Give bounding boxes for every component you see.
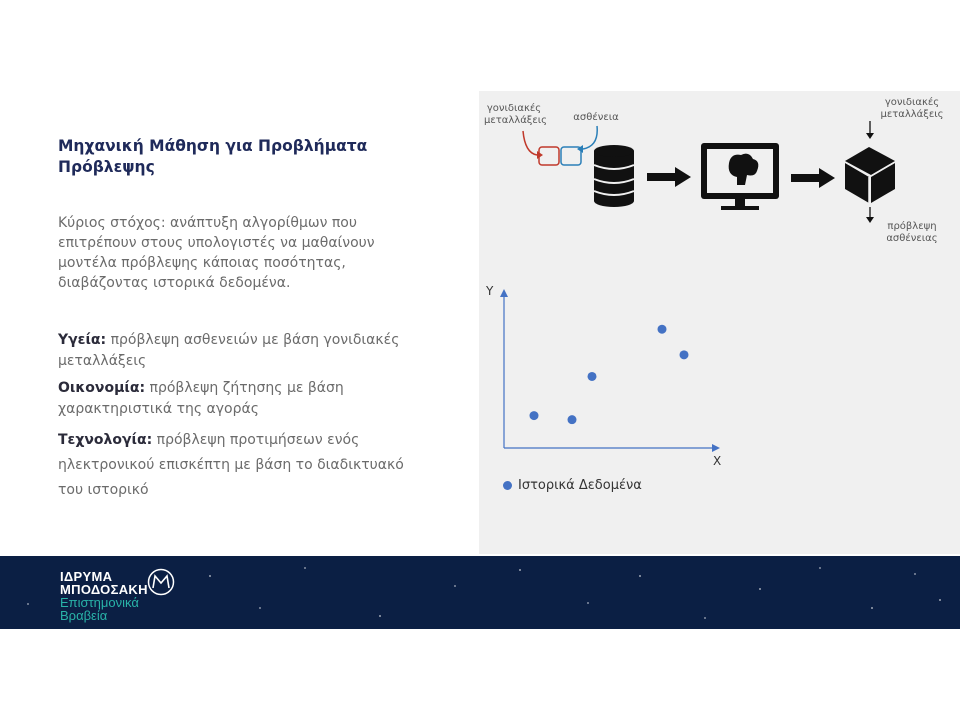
footer-logo — [60, 570, 148, 622]
data-point-1 — [530, 411, 539, 420]
item-technology-text-2: ηλεκτρονικού επισκέπτη με βάση το διαδικτυακό — [58, 457, 404, 473]
goal-line-1: Κύριος στόχος: ανάπτυξη αλγορίθμων που — [58, 215, 357, 231]
input-label-mutations-line-1: γονιδιακές — [486, 103, 542, 114]
data-points — [530, 325, 689, 424]
goal-line-2: επιτρέπουν στους υπολογιστές να μαθαίνουν — [58, 235, 375, 251]
item-health-text-1: πρόβλεψη ασθενειών με βάση γονιδιακές — [110, 332, 400, 348]
title-line-2: Πρόβλεψης — [58, 158, 155, 176]
logo-line-1: ΙΔΡΥΜΑ — [60, 569, 113, 584]
input-label-mutations-line-2: μεταλλάξεις — [484, 115, 548, 126]
item-economy-text-1: πρόβλεψη ζήτησης με βάση — [149, 380, 344, 396]
prediction-label-line-2: ασθένειας — [886, 233, 938, 244]
pipeline-diagram — [479, 91, 960, 251]
logo-line-4: Βραβεία — [60, 608, 108, 623]
foundation-logo-icon — [146, 567, 176, 597]
red-arrow-head — [537, 151, 543, 159]
item-technology-text-1: πρόβλεψη προτιμήσεων ενός — [156, 432, 360, 448]
red-curve-arrow — [523, 131, 537, 155]
prediction-label-line-1: πρόβλεψη — [887, 221, 937, 232]
item-economy — [58, 378, 438, 420]
data-point-2 — [568, 415, 577, 424]
data-point-5 — [680, 350, 689, 359]
down-arrow-in-head — [866, 133, 874, 139]
database-icon — [594, 145, 634, 207]
item-technology — [58, 428, 438, 503]
output-input-label-line-1: γονιδιακές — [884, 97, 940, 108]
data-point-3 — [588, 372, 597, 381]
item-economy-text-2: χαρακτηριστικά της αγοράς — [58, 401, 259, 417]
x-axis-arrow — [712, 444, 720, 452]
blue-curve-arrow — [583, 126, 597, 149]
chart-legend — [503, 478, 642, 493]
legend-label: Ιστορικά Δεδομένα — [518, 478, 642, 493]
slide-title — [58, 136, 438, 178]
blue-arrow-head — [577, 145, 583, 153]
y-axis-arrow — [500, 289, 508, 297]
item-health-text-2: μεταλλάξεις — [58, 353, 147, 369]
arrow-to-monitor — [647, 167, 691, 187]
box-icon — [845, 147, 895, 203]
disease-box — [561, 147, 581, 165]
mutation-box — [539, 147, 559, 165]
goal-paragraph — [58, 213, 428, 293]
input-label-disease: ασθένεια — [573, 112, 619, 123]
x-axis-label: X — [713, 454, 722, 468]
output-input-label-line-2: μεταλλάξεις — [880, 109, 944, 120]
title-line-1: Μηχανική Μάθηση για Προβλήματα — [58, 137, 368, 155]
logo-line-2: ΜΠΟΔΟΣΑΚΗ — [60, 582, 148, 597]
item-technology-text-3: του ιστορικό — [58, 482, 149, 498]
item-economy-label: Οικονομία: — [58, 380, 146, 396]
item-health — [58, 330, 438, 372]
goal-line-3: μοντέλα πρόβλεψης κάποιας ποσότητας, — [58, 255, 346, 271]
down-arrow-out-head — [866, 217, 874, 223]
y-axis-label: Y — [486, 284, 494, 298]
item-technology-label: Τεχνολογία: — [58, 432, 153, 448]
item-health-label: Υγεία: — [58, 332, 107, 348]
scatter-chart — [479, 280, 739, 470]
monitor-brain-icon — [701, 143, 779, 210]
goal-line-4: διαβάζοντας ιστορικά δεδομένα. — [58, 275, 291, 291]
logo-line-3: Επιστημονικά — [60, 595, 139, 610]
legend-dot — [503, 481, 512, 490]
data-point-4 — [658, 325, 667, 334]
arrow-to-box — [791, 168, 835, 188]
